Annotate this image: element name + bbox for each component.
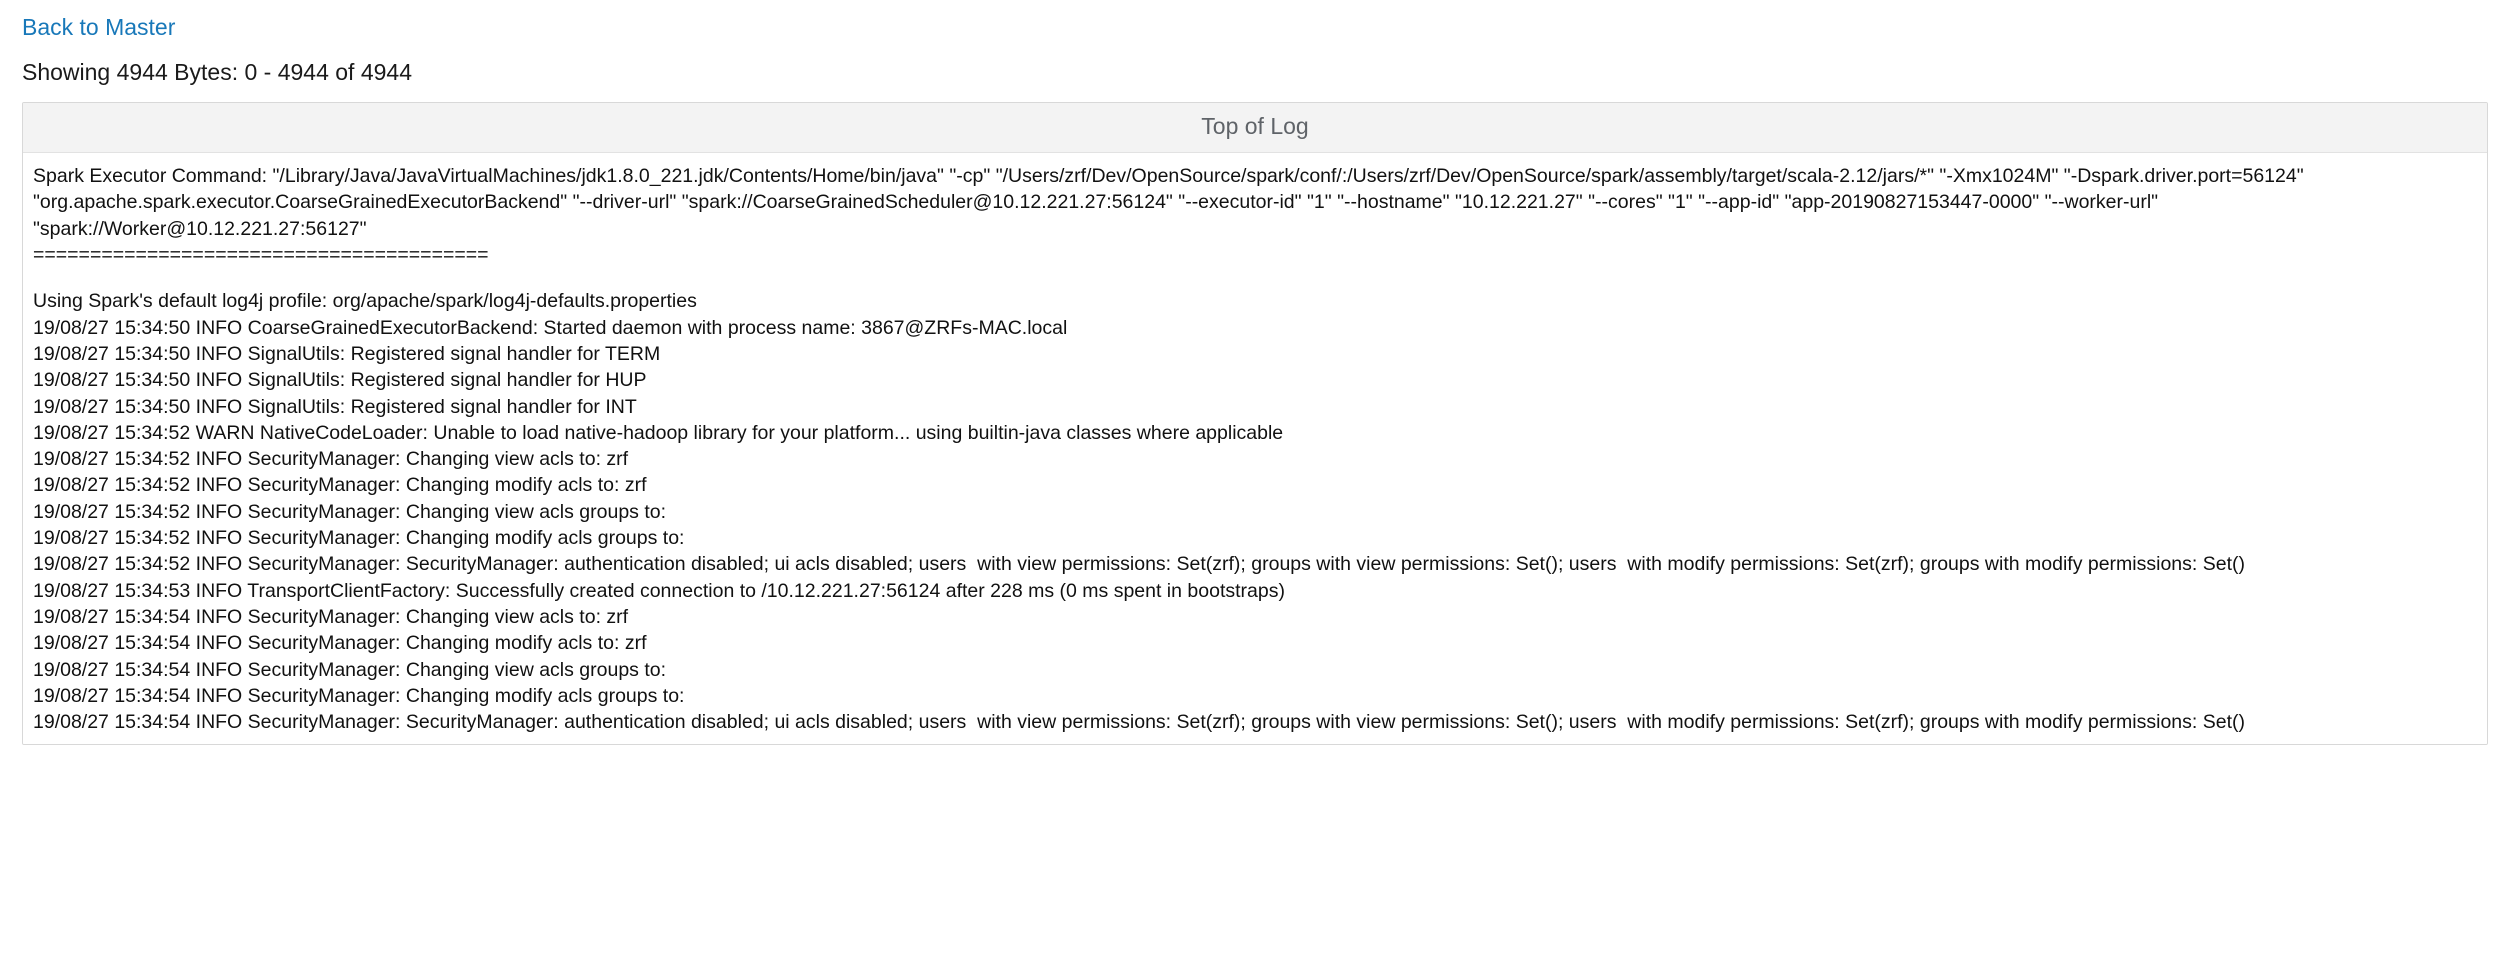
log-line: Spark Executor Command: "/Library/Java/JavaVirtualMachines/jdk1.8.0_221.jdk/Contents/Home/bin/java" "-cp" "/Users/zrf/Dev/OpenSource/spark/conf/:/Users/zrf/Dev/OpenSource/spark/assembly/target/scala-2.12/jars/*" "-Xmx1024M" "-Dspark.driver.port=56124" "org.apache.spark.executor.CoarseGrainedExecutorBackend" "--driver-url" "spark://CoarseGrainedScheduler@10.12.221.27:56124" "--executor-id" "1" "--hostname" "10.12.221.27" "--cores" "1" "--app-id" "app-20190827153447-0000" "--worker-url" "spark://Worker@10.12.221.27:56127" xyxy=(33,165,2310,240)
log-line: Using Spark's default log4j profile: org/apache/spark/log4j-defaults.properties xyxy=(33,290,697,313)
showing-bytes-status: Showing 4944 Bytes: 0 - 4944 of 4944 xyxy=(22,59,413,85)
back-to-master-link[interactable]: Back to Master xyxy=(22,14,176,40)
log-line: 19/08/27 15:34:54 INFO SecurityManager: SecurityManager: authentication disabled; ui acls disabled; users with view permissions: Set(zrf); groups with view permissions: Set(); users with modify permissions: Set(zrf); groups with modify permissions: Set() xyxy=(33,711,2245,734)
log-line: 19/08/27 15:34:54 INFO SecurityManager: Changing view acls groups to: xyxy=(33,658,667,681)
log-content[interactable] xyxy=(23,153,2487,744)
log-line: 19/08/27 15:34:54 INFO SecurityManager: Changing modify acls groups to: xyxy=(33,684,685,707)
log-panel-header: Top of Log xyxy=(23,103,2487,153)
log-panel xyxy=(22,102,2488,745)
log-line: 19/08/27 15:34:52 INFO SecurityManager: Changing view acls to: zrf xyxy=(33,448,629,471)
log-line: 19/08/27 15:34:50 INFO SignalUtils: Registered signal handler for HUP xyxy=(33,369,647,392)
log-line: 19/08/27 15:34:52 WARN NativeCodeLoader: Unable to load native-hadoop library for your platform... using builtin-java classes where applicable xyxy=(33,421,1284,444)
log-line: 19/08/27 15:34:50 INFO CoarseGrainedExecutorBackend: Started daemon with process name: 3867@ZRFs-MAC.local xyxy=(33,316,1068,339)
log-line: 19/08/27 15:34:53 INFO TransportClientFactory: Successfully created connection to /10.12.221.27:56124 after 228 ms (0 ms spent in bootstraps) xyxy=(33,579,1285,602)
log-line: 19/08/27 15:34:54 INFO SecurityManager: Changing view acls to: zrf xyxy=(33,606,629,628)
log-line: 19/08/27 15:34:52 INFO SecurityManager: Changing modify acls groups to: xyxy=(33,527,685,550)
log-line: ======================================== xyxy=(33,243,489,266)
log-line: 19/08/27 15:34:50 INFO SignalUtils: Registered signal handler for INT xyxy=(33,395,637,418)
log-line: 19/08/27 15:34:52 INFO SecurityManager: SecurityManager: authentication disabled; ui acls disabled; users with view permissions: Set(zrf); groups with view permissions: Set(); users with modify permissions: Set(zrf); groups with modify permissions: Set() xyxy=(33,553,2245,576)
log-line: 19/08/27 15:34:54 INFO SecurityManager: Changing modify acls to: zrf xyxy=(33,632,647,655)
log-line: 19/08/27 15:34:52 INFO SecurityManager: Changing modify acls to: zrf xyxy=(33,474,647,497)
log-line xyxy=(33,268,2477,288)
log-line: 19/08/27 15:34:52 INFO SecurityManager: Changing view acls groups to: xyxy=(33,500,667,523)
log-line: 19/08/27 15:34:50 INFO SignalUtils: Registered signal handler for TERM xyxy=(33,342,661,365)
